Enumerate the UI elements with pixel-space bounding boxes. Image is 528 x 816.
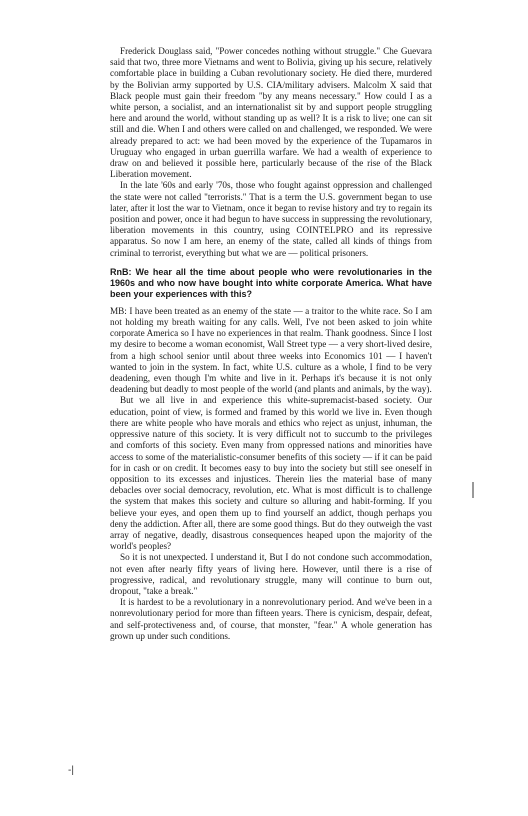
paragraph-accommodation: So it is not unexpected. I understand it, But I do not condone such accommodation, not even after nearly fifty years of living here. However, until there is a rise of progressive, radical, and revolutionary struggle, many will continue to burn out, dropout, "take a break." xyxy=(110,552,432,596)
paragraph-douglass: Frederick Douglass said, "Power concedes nothing without struggle." Che Guevara said that two, three more Vietnams and went to Bolivia, giving up his secure, relatively comfortable place in building a Cuban revolutionary society. He died there, murdered by the Bolivian army supported by U.S. CIA/military advisers. Malcolm X said that Black people must gain their freedom "by any means necessary." How could I as a white person, a socialist, and an internationalist sit by and support people struggling here and around the world, without standing up as well? It is a risk to live; one can sit still and die. When I and others were called on and challenged, we responded. We were already prepared to act: we had been moved by the experience of the Tupamaros in Uruguay who engaged in urban guerrilla warfare. We had a wealth of experience to draw on and believed it possible here, particularly because of the rise of the Black Liberation movement. xyxy=(110,46,432,180)
paragraph-terrorists: In the late '60s and early '70s, those who fought against oppression and challenged the state were not called "terrorists." That is a term the U.S. government began to use later, after it lost the war to Vietnam, once it began to revise history and try to regain its position and power, once it had begun to have success in suppressing the revolutionary, liberation movements in this country, using COINTELPRO and its repressive apparatus. So now I am here, an enemy of the state, called all kinds of things from criminal to terrorist, everything but what we are — political prisoners. xyxy=(110,180,432,258)
paragraph-nonrevolutionary: It is hardest to be a revolutionary in a nonrevolutionary period. And we've been in a nonrevolutionary period for more than fifteen years. There is cynicism, despair, defeat, and self-protectiveness and, of course, that monster, "fear." A whole generation has grown up under such conditions. xyxy=(110,597,432,641)
paragraph-answer: MB: I have been treated as an enemy of the state — a traitor to the white race. So I am not holding my breath waiting for any calls. Well, I've not been asked to join white corporate America so I have no experiences in that realm. Thank goodness. Since I lost my desire to become a woman economist, Wall Street type — a very short-lived desire, from a high school senior until about three weeks into Economics 101 — I haven't wanted to join in the system. In fact, white U.S. culture as a whole, I find to be very deadening, even though I'm white and live in it. Perhaps it's because it is not only deadening but deadly to most people of the world (and plants and animals, by the way). xyxy=(110,305,432,395)
margin-mark: -| xyxy=(68,765,74,776)
document-page xyxy=(110,46,432,642)
interview-question: RnB: We hear all the time about people who were revolutionaries in the 1960s and who now have bought into white corporate America. What have been your experiences with this? xyxy=(110,266,432,299)
paragraph-society: But we all live in and experience this white-supremacist-based society. Our education, point of view, is formed and framed by this world we live in. Even though there are white people who have morals and ethics who reject as unjust, inhuman, the oppressive nature of this society. It is very difficult not to succumb to the privileges and comforts of this society. Even many from oppressed nations and minorities have access to some of the materialistic-consumer benefits of this society — if it can be paid for in cash or on credit. It becomes easy to buy into the society but still see oneself in opposition to its excesses and injustices. Therein lies the material base of many debacles over social democracy, revolution, etc. What is most difficult is to challenge the system that makes this society and culture so alluring and habit-forming. If you believe your eyes, and open them up to find yourself an addict, though perhaps you deny the addiction. After all, there are some good things. But do they outweigh the vast array of negative, deadly, disastrous consequences heaped upon the majority of the world's peoples? xyxy=(110,395,432,552)
scan-speck xyxy=(472,482,474,498)
